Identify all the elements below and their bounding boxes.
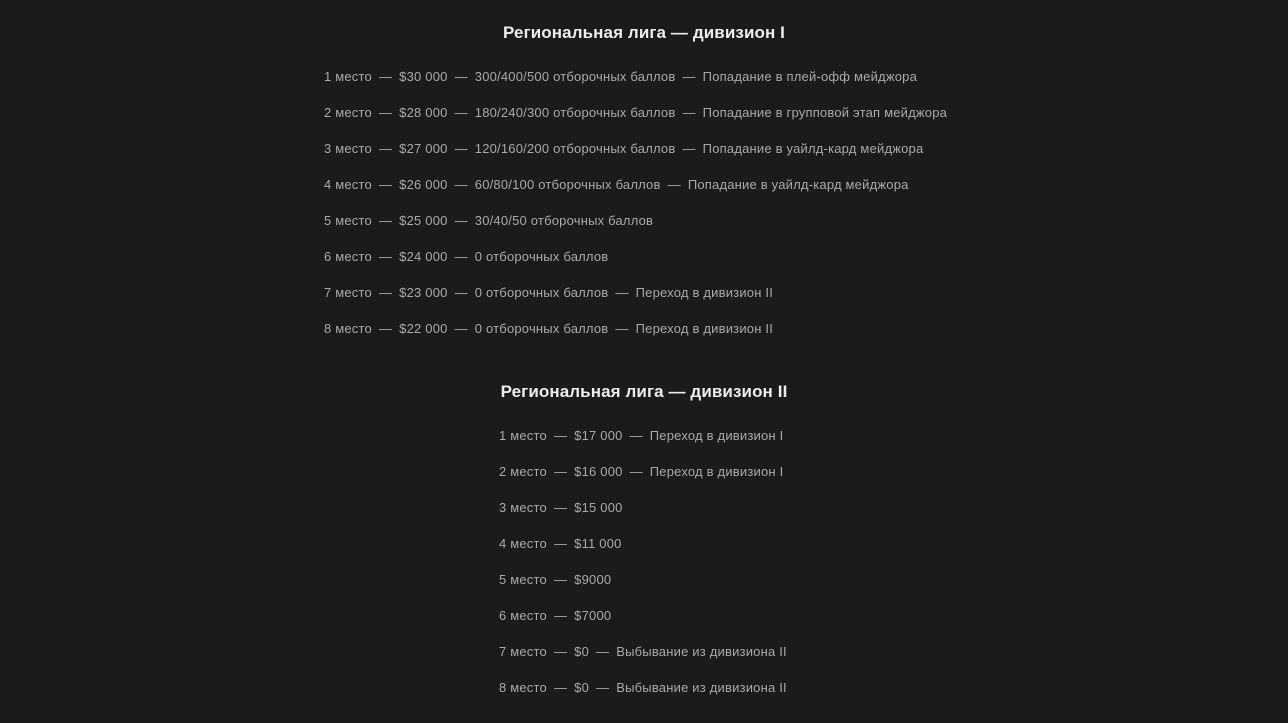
division-1-title: Региональная лига — дивизион I (503, 23, 785, 42)
prize-place: 4 место (499, 536, 547, 551)
prize-row (324, 101, 1288, 137)
prize-row (499, 568, 1288, 604)
separator-dash: — (454, 249, 468, 264)
separator-dash: — (682, 69, 696, 84)
prize-prize: $28 000 (399, 105, 448, 120)
separator-dash: — (454, 213, 468, 228)
division-2-title: Региональная лига — дивизион II (500, 382, 788, 401)
separator-dash: — (553, 536, 568, 551)
prize-prize: $27 000 (399, 141, 448, 156)
prize-points: 60/80/100 отборочных баллов (474, 177, 661, 192)
division-1-section (0, 21, 1288, 353)
prize-prize: $30 000 (399, 69, 448, 84)
separator-dash: — (454, 285, 468, 300)
division-2-section (0, 380, 1288, 712)
prize-place: 5 место (324, 213, 372, 228)
separator-dash: — (596, 644, 610, 659)
separator-dash: — (378, 285, 393, 300)
prize-prize: $15 000 (574, 500, 623, 515)
separator-dash: — (629, 464, 643, 479)
prize-prize: $9000 (574, 572, 612, 587)
division-2-prize-list (0, 424, 1288, 712)
separator-dash: — (378, 105, 393, 120)
prize-row (324, 245, 1288, 281)
prize-place: 1 место (499, 428, 547, 443)
separator-dash: — (378, 249, 393, 264)
prize-place: 3 место (324, 141, 372, 156)
separator-dash: — (454, 177, 468, 192)
separator-dash: — (553, 428, 568, 443)
prize-note: Переход в дивизион I (649, 428, 784, 443)
separator-dash: — (553, 572, 568, 587)
prize-prize: $23 000 (399, 285, 448, 300)
separator-dash: — (553, 644, 568, 659)
prize-prize: $0 (574, 680, 590, 695)
separator-dash: — (378, 141, 393, 156)
prize-points: 120/160/200 отборочных баллов (474, 141, 676, 156)
separator-dash: — (378, 321, 393, 336)
prize-row (324, 137, 1288, 173)
prize-row (324, 281, 1288, 317)
separator-dash: — (615, 321, 629, 336)
division-1-prize-list (0, 65, 1288, 353)
prize-points: 0 отборочных баллов (474, 285, 609, 300)
prize-note: Выбывание из дивизиона II (616, 680, 787, 695)
prize-row (324, 317, 1288, 353)
separator-dash: — (378, 69, 393, 84)
prize-place: 8 место (324, 321, 372, 336)
prize-note: Попадание в плей-офф мейджора (702, 69, 918, 84)
prize-row (499, 424, 1288, 460)
separator-dash: — (682, 105, 696, 120)
separator-dash: — (454, 69, 468, 84)
prize-row (324, 209, 1288, 245)
separator-dash: — (553, 608, 568, 623)
prize-note: Переход в дивизион II (635, 321, 774, 336)
prize-points: 300/400/500 отборочных баллов (474, 69, 676, 84)
separator-dash: — (454, 141, 468, 156)
prize-prize: $25 000 (399, 213, 448, 228)
prize-row (499, 604, 1288, 640)
prize-row (499, 640, 1288, 676)
prize-row (499, 532, 1288, 568)
prize-prize: $0 (574, 644, 590, 659)
prize-prize: $17 000 (574, 428, 623, 443)
separator-dash: — (553, 500, 568, 515)
prize-place: 6 место (499, 608, 547, 623)
prize-note: Выбывание из дивизиона II (616, 644, 787, 659)
prize-place: 6 место (324, 249, 372, 264)
prize-row (499, 460, 1288, 496)
prize-prize: $26 000 (399, 177, 448, 192)
prize-prize: $22 000 (399, 321, 448, 336)
separator-dash: — (553, 680, 568, 695)
prize-place: 8 место (499, 680, 547, 695)
separator-dash: — (454, 321, 468, 336)
prize-place: 1 место (324, 69, 372, 84)
prize-points: 0 отборочных баллов (474, 249, 609, 264)
prize-place: 7 место (499, 644, 547, 659)
prize-place: 5 место (499, 572, 547, 587)
prize-row (324, 173, 1288, 209)
prize-note: Попадание в групповой этап мейджора (702, 105, 948, 120)
prize-points: 180/240/300 отборочных баллов (474, 105, 676, 120)
prize-prize: $24 000 (399, 249, 448, 264)
prize-place: 3 место (499, 500, 547, 515)
separator-dash: — (596, 680, 610, 695)
prize-note: Попадание в уайлд-кард мейджора (702, 141, 924, 156)
separator-dash: — (553, 464, 568, 479)
prize-note: Попадание в уайлд-кард мейджора (687, 177, 909, 192)
prize-points: 30/40/50 отборочных баллов (474, 213, 654, 228)
prize-prize: $16 000 (574, 464, 623, 479)
prize-place: 2 место (324, 105, 372, 120)
prize-place: 2 место (499, 464, 547, 479)
separator-dash: — (454, 105, 468, 120)
separator-dash: — (682, 141, 696, 156)
separator-dash: — (629, 428, 643, 443)
prize-place: 4 место (324, 177, 372, 192)
prize-row (499, 496, 1288, 532)
prize-row (499, 676, 1288, 712)
prize-note: Переход в дивизион I (649, 464, 784, 479)
separator-dash: — (667, 177, 681, 192)
prize-points: 0 отборочных баллов (474, 321, 609, 336)
prize-prize: $11 000 (574, 536, 622, 551)
separator-dash: — (378, 177, 393, 192)
separator-dash: — (615, 285, 629, 300)
separator-dash: — (378, 213, 393, 228)
prize-prize: $7000 (574, 608, 612, 623)
prize-row (324, 65, 1288, 101)
prize-note: Переход в дивизион II (635, 285, 774, 300)
prize-place: 7 место (324, 285, 372, 300)
